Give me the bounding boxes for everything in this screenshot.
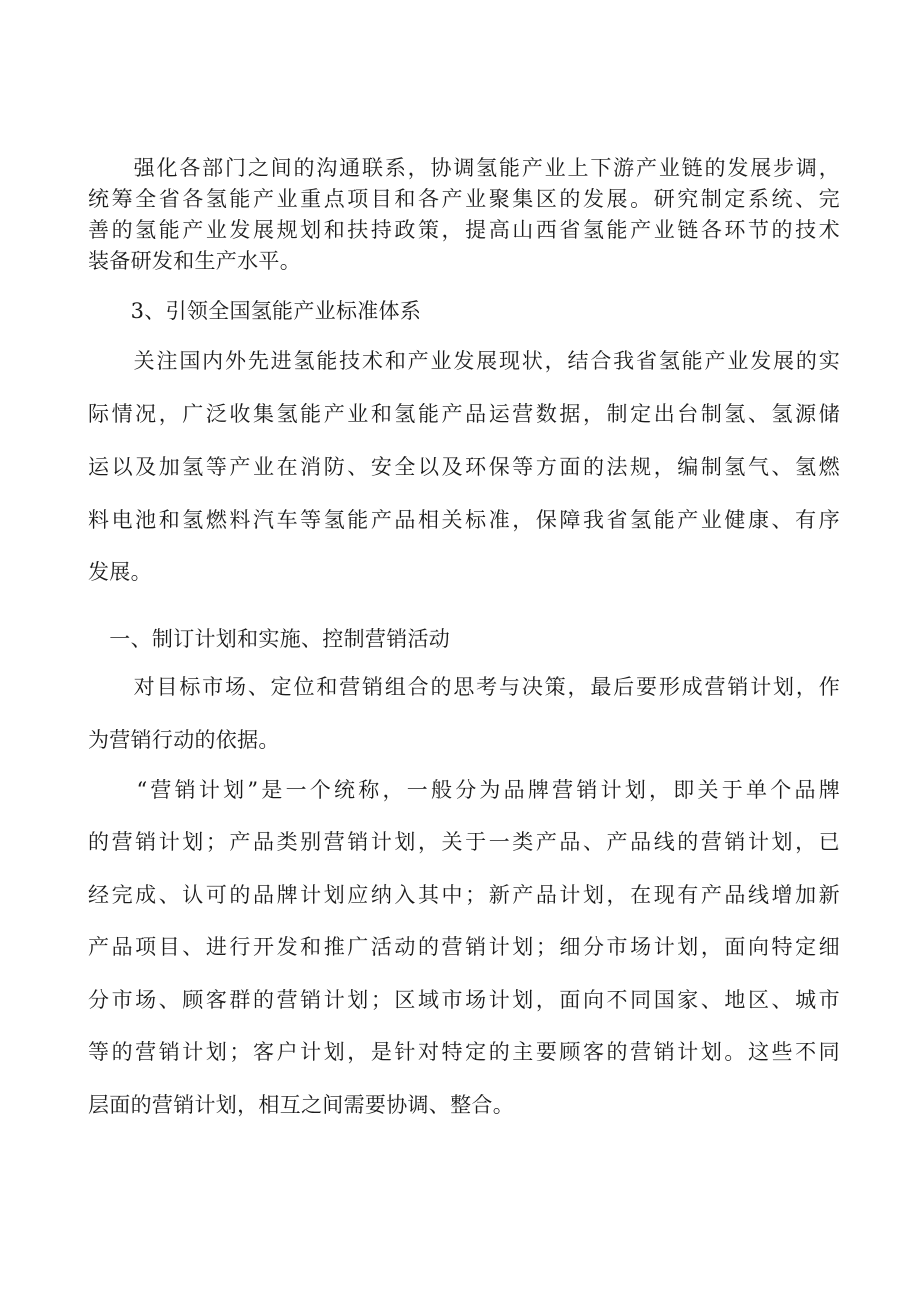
paragraph-line: 发展。 <box>88 560 152 584</box>
paragraph-line: 运以及加氢等产业在消防、安全以及环保等方面的法规，编制氢气、氢燃 <box>88 455 840 479</box>
section-heading: 一、制订计划和实施、控制营销活动 <box>88 627 451 651</box>
paragraph-line: 的营销计划；产品类别营销计划，关于一类产品、产品线的营销计划，已 <box>88 830 840 854</box>
paragraph-line: 关注国内外先进氢能技术和产业发展现状，结合我省氢能产业发展的实 <box>88 349 840 373</box>
paragraph-line: 层面的营销计划，相互之间需要协调、整合。 <box>88 1093 514 1117</box>
paragraph-line: 际情况，广泛收集氢能产业和氢能产品运营数据，制定出台制氢、氢源储 <box>88 402 840 426</box>
paragraph-line: 强化各部门之间的沟通联系，协调氢能产业上下游产业链的发展步调， <box>88 156 840 180</box>
paragraph-line: 分市场、顾客群的营销计划；区域市场计划，面向不同国家、地区、城市 <box>88 988 840 1012</box>
subsection-heading: 3、引领全国氢能产业标准体系 <box>88 299 422 323</box>
paragraph-line: “营销计划”是一个统称，一般分为品牌营销计划，即关于单个品牌 <box>88 778 840 802</box>
paragraph-line: 料电池和氢燃料汽车等氢能产品相关标准，保障我省氢能产业健康、有序 <box>88 508 840 532</box>
paragraph-line: 为营销行动的依据。 <box>88 728 280 752</box>
paragraph-line: 统筹全省各氢能产业重点项目和各产业聚集区的发展。研究制定系统、完 <box>88 187 840 211</box>
paragraph-line: 对目标市场、定位和营销组合的思考与决策，最后要形成营销计划，作 <box>88 675 840 699</box>
paragraph-line: 产品项目、进行开发和推广活动的营销计划；细分市场计划，面向特定细 <box>88 935 840 959</box>
paragraph-line: 经完成、认可的品牌计划应纳入其中；新产品计划，在现有产品线增加新 <box>88 883 840 907</box>
paragraph-line: 善的氢能产业发展规划和扶持政策，提高山西省氢能产业链各环节的技术 <box>88 218 840 242</box>
paragraph-line: 等的营销计划；客户计划，是针对特定的主要顾客的营销计划。这些不同 <box>88 1040 840 1064</box>
paragraph-line: 装备研发和生产水平。 <box>88 249 301 273</box>
